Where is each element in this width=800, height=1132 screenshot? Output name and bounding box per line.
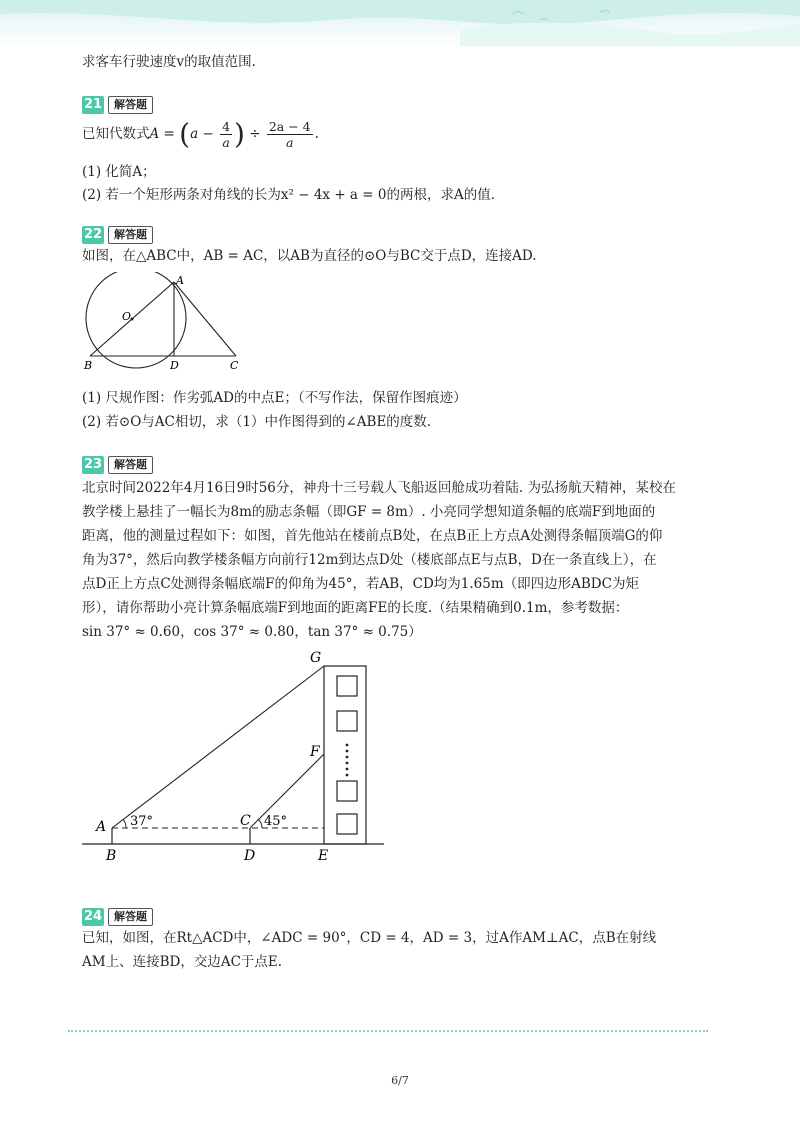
q21-expression: 已知代数式A = (a − $\frac{4}{a}$ ) ÷ $\frac{2a - 4}{a}$ . (82, 117, 319, 151)
q23-line-1: 北京时间2022年4月16日9时56分，神舟十三号载人飞船返回舱成功着陆. 为弘扬航天精神，某校在 (82, 480, 676, 496)
q24-line-2: AM上、连接BD，交边AC于点E. (82, 954, 283, 970)
window-2 (337, 711, 357, 731)
q22-intro: 如图，在△ABC中，AB = AC，以AB为直径的⊙O与BC交于点D，连接AD. (82, 248, 537, 264)
q23-line-3: 距离，他的测量过程如下：如图，首先他站在楼前点B处，在点B正上方点A处测得条幅顶端G的仰 (82, 528, 663, 544)
q21-fraction-2: $\frac{2a - 4}{a}$ (268, 119, 311, 150)
building (324, 666, 366, 844)
question-number: 24 (83, 909, 103, 924)
carryover-question-text: 求客车行驶速度v的取值范围. (82, 54, 256, 70)
question-24-header (82, 908, 153, 926)
question-21-header (82, 96, 153, 114)
q23-line-6: 形），请你帮助小亮计算条幅底端F到地面的距离FE的长度.（结果精确到0.1m，参考数据： (82, 600, 629, 616)
label-d: D (244, 848, 256, 864)
question-type-badge: 解答题 (108, 908, 153, 926)
question-22-header (82, 226, 153, 244)
q21-div: ÷ (244, 126, 265, 142)
q21-paren-a: a (190, 126, 199, 142)
segment-ac (174, 282, 236, 356)
q23-line-7: sin 37° ≈ 0.60，cos 37° ≈ 0.80，tan 37° ≈ 0.75） (82, 624, 422, 640)
q21-fraction-1: $\frac{4}{a}$ (222, 119, 231, 150)
angle-arc-45 (258, 819, 262, 828)
window-4 (337, 814, 357, 834)
angle-arc-37 (123, 819, 126, 828)
q22-figure (78, 272, 248, 376)
q24-line-1: 已知，如图，在Rt△ACD中，∠ADC = 90°，CD = 4，AD = 3，过A作AM⊥AC，点B在射线 (82, 930, 657, 946)
q21-var-a: A (149, 126, 160, 142)
angle-45-label: 45° (264, 814, 288, 829)
q21-part-2: (2) 若一个矩形两条对角线的长为x² − 4x + a = 0的两根，求A的值. (82, 187, 496, 203)
label-a: A (96, 819, 107, 835)
q23-figure (78, 648, 388, 866)
q21-minus: − (198, 126, 219, 142)
question-number: 22 (83, 227, 103, 242)
footer-dotted-divider (68, 1030, 708, 1032)
header-banner (0, 0, 800, 46)
label-g: G (310, 650, 322, 666)
q21-part-1: (1) 化简A； (82, 164, 156, 180)
question-number: 23 (83, 457, 103, 472)
q23-line-5: 点D正上方点C处测得条幅底端F的仰角为45°，若AB，CD均为1.65m（即四边形ABDC为矩 (82, 576, 639, 592)
sight-line-ag (112, 666, 324, 828)
label-d: D (170, 359, 179, 372)
q22-part-2: (2) 若⊙O与AC相切，求（1）中作图得到的∠ABE的度数. (82, 414, 432, 430)
label-o: O (122, 310, 132, 323)
circle-o (86, 272, 186, 368)
q23-line-2: 教学楼上悬挂了一幅长为8m的励志条幅（即GF = 8m）. 小亮同学想知道条幅的底端F到地面的 (82, 504, 656, 520)
angle-37-label: 37° (130, 814, 154, 829)
question-23-header (82, 456, 153, 474)
question-type-badge: 解答题 (108, 456, 153, 474)
label-b: B (106, 848, 117, 864)
label-c: C (230, 359, 239, 372)
q23-line-4: 角为37°，然后向教学楼条幅方向前行12m到达点D处（楼底部点E与点B，D在一条直线上），在 (82, 552, 657, 568)
window-ellipsis (346, 744, 349, 777)
question-type-badge: 解答题 (108, 96, 153, 114)
q21-eq: = (159, 126, 180, 142)
q21-intro: 已知代数式 (82, 126, 150, 142)
label-f: F (310, 744, 320, 760)
label-a: A (176, 274, 184, 287)
q22-part-1: (1) 尺规作图：作劣弧AD的中点E；（不写作法，保留作图痕迹） (82, 390, 467, 406)
page-number: 6/7 (391, 1074, 409, 1087)
window-1 (337, 676, 357, 696)
question-type-badge: 解答题 (108, 226, 153, 244)
question-number: 21 (83, 97, 103, 112)
window-3 (337, 781, 357, 801)
label-e: E (318, 848, 329, 864)
label-b: B (84, 359, 93, 372)
label-c: C (240, 813, 251, 829)
